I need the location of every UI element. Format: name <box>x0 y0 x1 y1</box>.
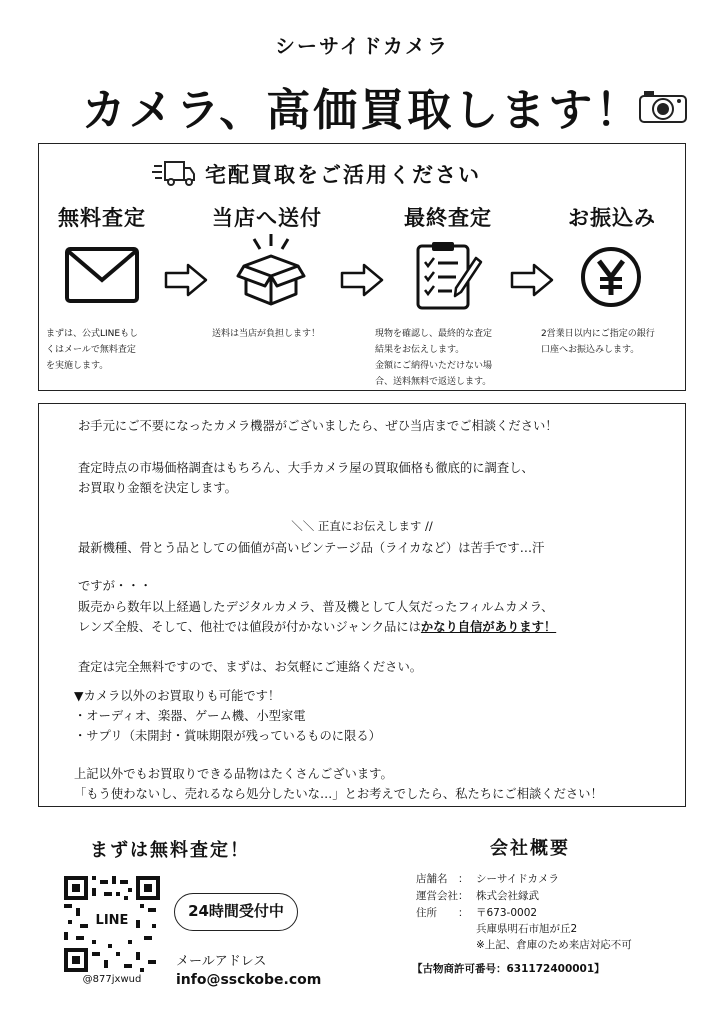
yen-icon <box>580 246 642 308</box>
operator-value: 株式会社縁武 <box>476 890 539 902</box>
address-note: ※上記、倉庫のため来店対応不可 <box>476 939 632 951</box>
24h-badge: 24時間受付中 <box>174 893 298 931</box>
store-value: シーサイドカメラ <box>476 873 559 885</box>
step-2-title: 当店へ送付 <box>212 206 322 230</box>
envelope-icon <box>64 244 140 306</box>
email-link[interactable]: info@ssckobe.com <box>176 972 322 988</box>
step-2-desc: 送料は当店が負担します！ <box>212 329 321 339</box>
other-items-1: ・オーディオ、楽器、ゲーム機、小型家電 <box>74 709 306 723</box>
strength-text-2: レンズ全般、そして、他社では値段が付かないジャンク品にはかなり自信があります！ <box>78 620 557 634</box>
step-4-title: お振込み <box>568 206 656 230</box>
page-headline: カメラ、高価買取します！ <box>81 85 643 136</box>
free-text: 査定は完全無料ですので、まずは、お気軽にご連絡ください。 <box>78 660 423 674</box>
address-label: 住所 ： <box>416 907 469 919</box>
intro-text: お手元にご不要になったカメラ機器がございましたら、ぜひ当店までご相談ください！ <box>78 419 558 433</box>
strength-text-1: 販売から数年以上経過したデジタルカメラ、普及機として人気だったフィルムカメラ、 <box>78 600 554 614</box>
contact-title: まずは無料査定！ <box>90 840 250 861</box>
arrow-right-icon <box>164 262 208 298</box>
honest-heading: ＼＼ 正直にお伝えします // <box>291 519 433 533</box>
clipboard-icon <box>414 240 484 312</box>
company-title: 会社概要 <box>490 838 570 859</box>
store-label: 店舗名 ： <box>416 873 469 885</box>
closing-text-2: 「もう使わないし、売れるなら処分したいな…」とお考えでしたら、私たちにご相談ください！ <box>74 787 603 801</box>
weakness-text: 最新機種、骨とう品としての価値が高いビンテージ品（ライカなど）は苦手です…汗 <box>78 541 545 555</box>
step-1-title: 無料査定 <box>58 206 146 230</box>
line-id[interactable]: @877jxwud <box>82 974 142 985</box>
other-items-2: ・サプリ（未開封・賞味期限が残っているものに限る） <box>74 729 381 743</box>
step-1-desc: まずは、公式LINEもし くはメールで無料査定 を実施します。 <box>46 329 139 371</box>
operator-label: 運営会社： <box>416 890 469 902</box>
step-3-title: 最終査定 <box>404 206 492 230</box>
brand-name: シーサイドカメラ <box>275 34 449 58</box>
address-value: 兵庫県明石市旭が丘2 <box>476 923 578 935</box>
closing-text-1: 上記以外でもお買取りできる品物はたくさんございます。 <box>74 767 393 781</box>
step-4-desc: 2営業日以内にご指定の銀行 口座へお振込みします。 <box>541 329 655 355</box>
other-items-heading: ▼カメラ以外のお買取りも可能です！ <box>74 689 281 703</box>
pricing-text-1: 査定時点の市場価格調査はもちろん、大手カメラ屋の買取価格も徹底的に調査し、 <box>78 461 534 475</box>
arrow-right-icon <box>340 262 384 298</box>
pricing-text-2: お買取り金額を決定します。 <box>78 481 237 495</box>
confidence-emphasis: かなり自信があります！ <box>420 620 557 634</box>
postal-code: 〒673-0002 <box>476 907 538 919</box>
arrow-right-icon <box>510 262 554 298</box>
delivery-title: 宅配買取をご活用ください <box>205 163 481 187</box>
mail-label: メールアドレス <box>176 954 267 969</box>
qr-line-label: LINE <box>95 913 129 928</box>
however-text: ですが・・・ <box>78 579 152 593</box>
truck-icon <box>152 158 196 188</box>
camera-icon <box>638 88 688 124</box>
license-number: 【古物商許可番号：631172400001】 <box>412 963 605 975</box>
package-icon <box>232 232 310 308</box>
step-3-desc: 現物を確認し、最終的な査定 結果をお伝えします。 金額にご納得いただけない場 合、送料無料で返送します。 <box>375 329 493 387</box>
